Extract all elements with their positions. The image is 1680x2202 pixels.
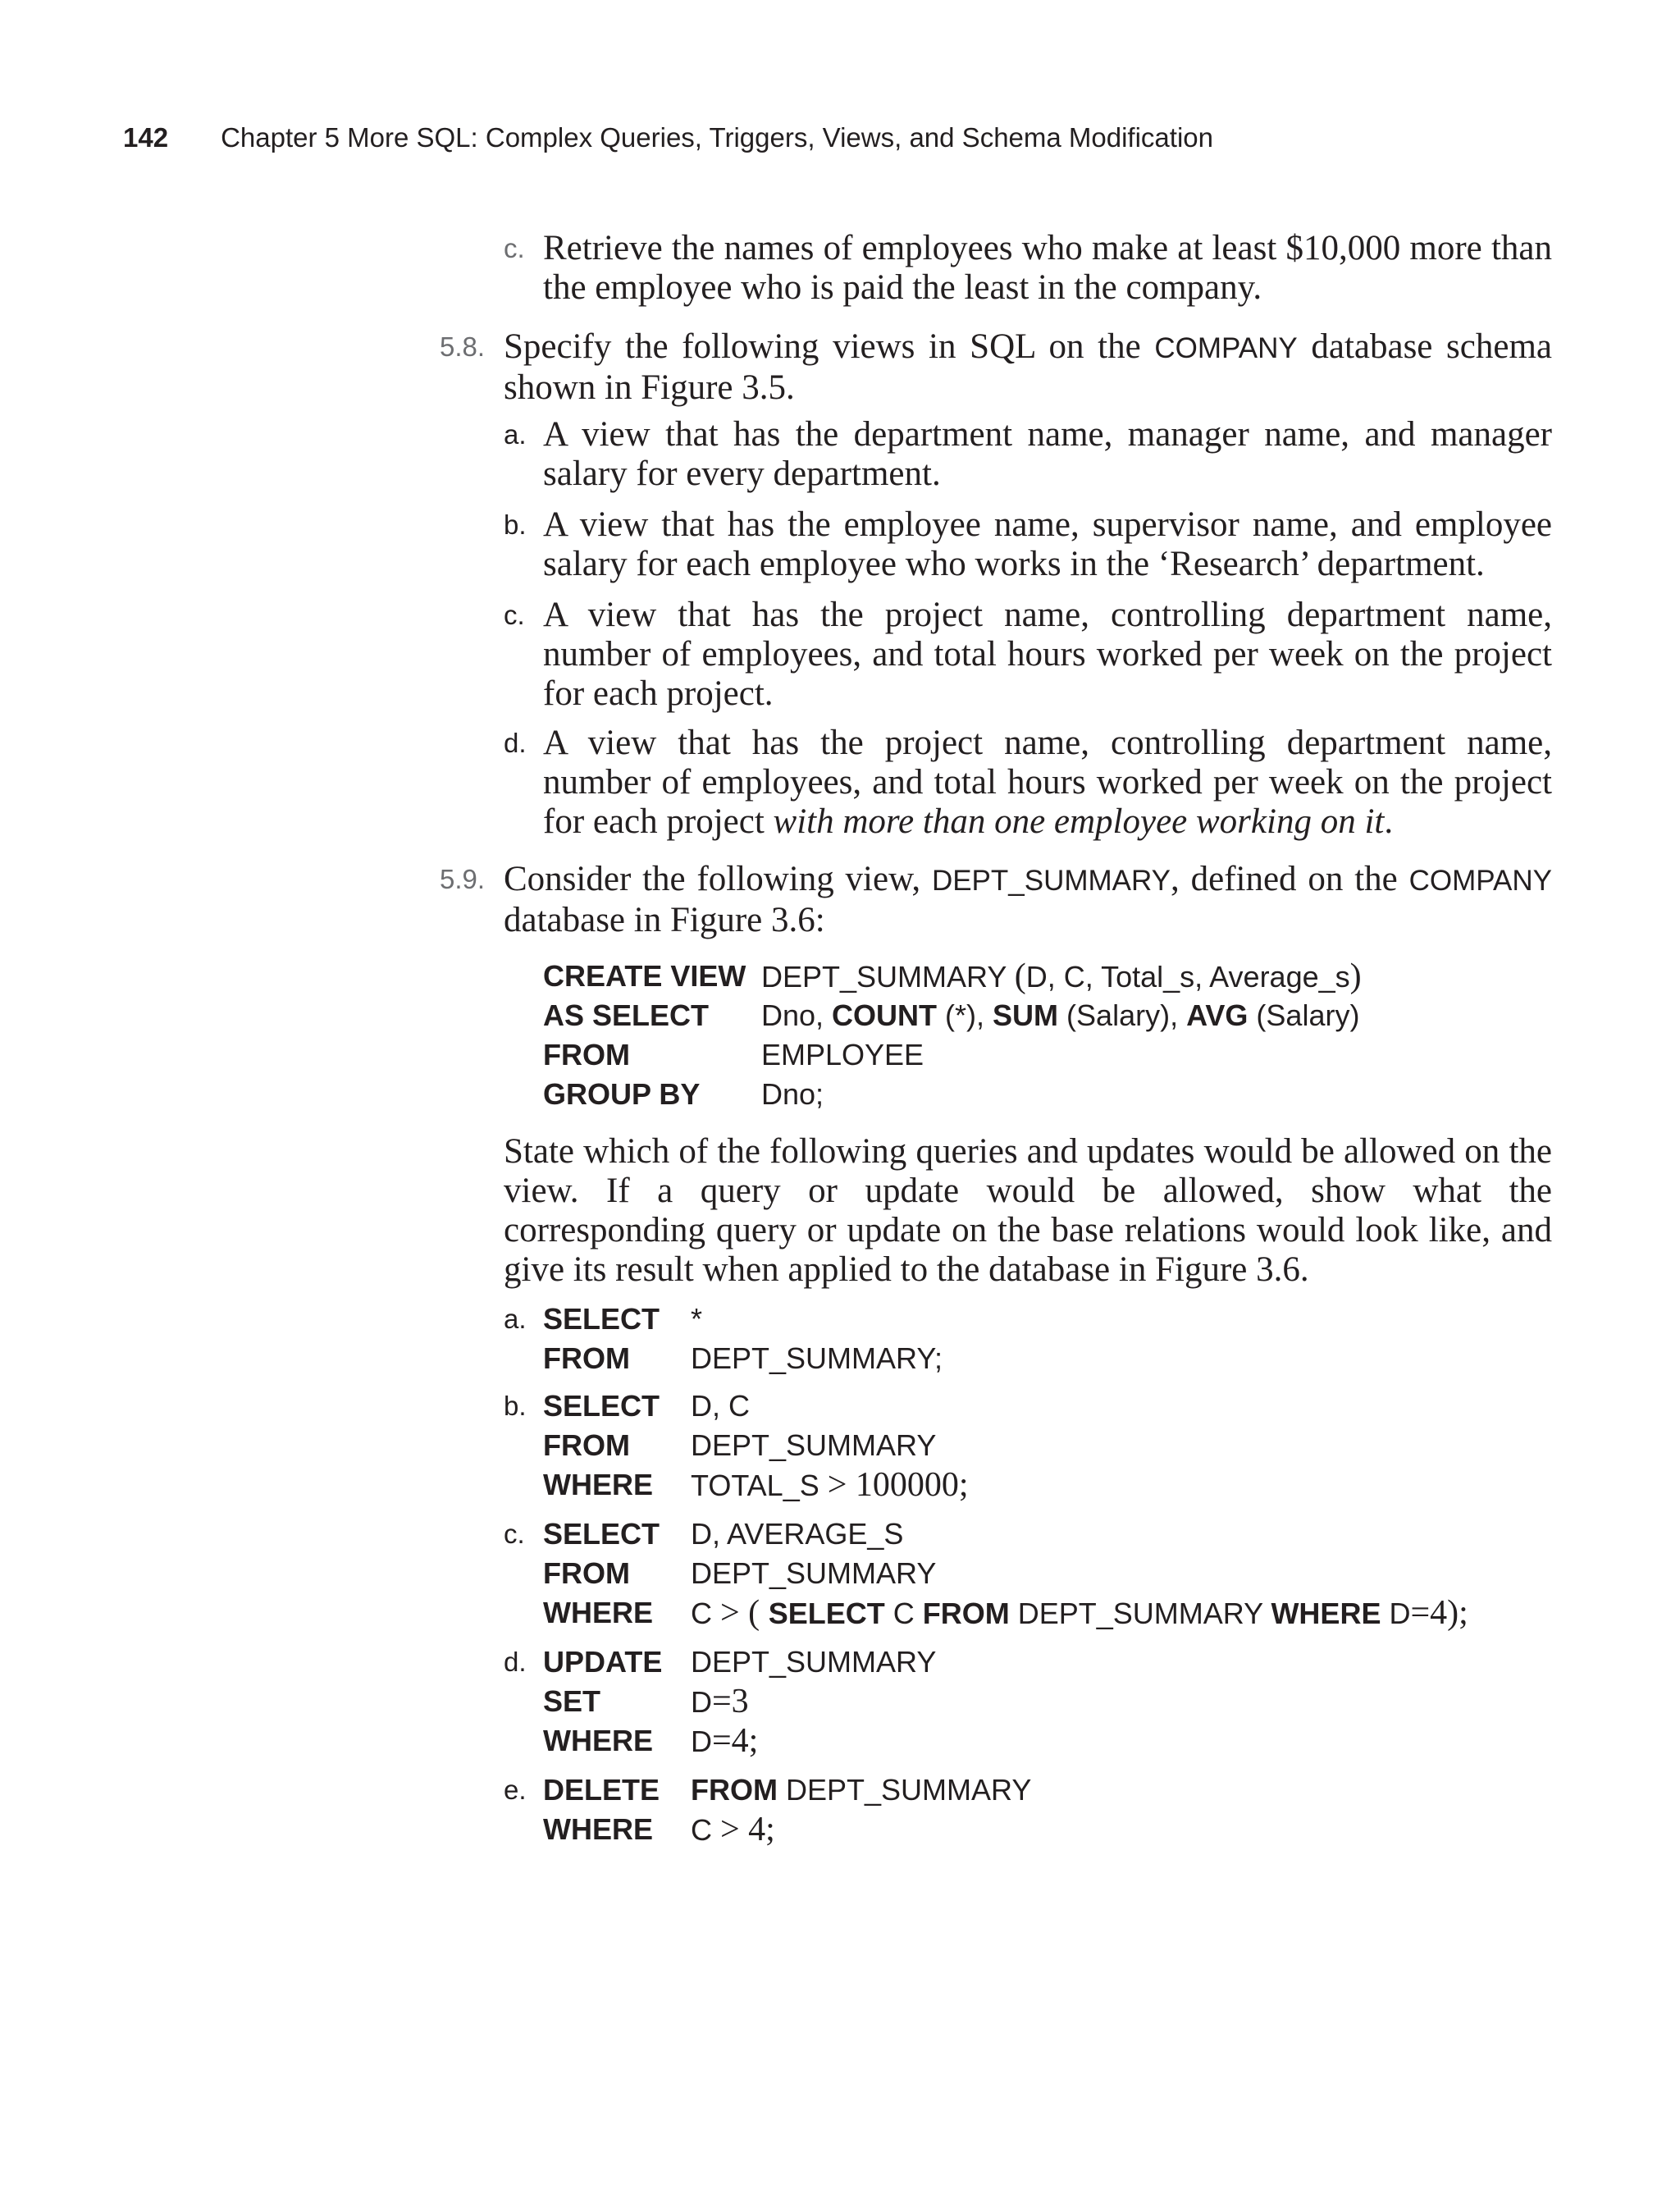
item-label: d. bbox=[504, 1647, 527, 1677]
code-text: DEPT_SUMMARY bbox=[691, 1428, 937, 1462]
exercise-number: 5.8. bbox=[440, 331, 486, 362]
code-line bbox=[761, 996, 1359, 1035]
item-label: b. bbox=[504, 1391, 527, 1421]
sql-keyword: WHERE bbox=[543, 1468, 653, 1501]
code-text: EMPLOYEE bbox=[761, 1038, 924, 1071]
exercise-number: 5.9. bbox=[440, 864, 486, 894]
item-label: b. bbox=[504, 509, 527, 540]
item-label: a. bbox=[504, 419, 527, 450]
code-text: D bbox=[691, 1685, 712, 1719]
code-line bbox=[543, 957, 746, 996]
code-text: Dno; bbox=[761, 1077, 824, 1111]
sql-keyword: WHERE bbox=[543, 1596, 653, 1629]
sql-keyword: SELECT bbox=[543, 1302, 660, 1336]
item-label: d. bbox=[504, 728, 527, 758]
sql-keyword: SET bbox=[543, 1684, 601, 1718]
code-text: D bbox=[691, 1725, 712, 1758]
exercise-item-text: Retrieve the names of employees who make at least $10,000 more than the employee who is paid the least in the company. bbox=[543, 229, 1552, 307]
chapter-title: Chapter 5 More SQL: Complex Queries, Triggers, Views, and Schema Modification bbox=[221, 122, 1213, 153]
code-text: DEPT_SUMMARY bbox=[691, 1645, 937, 1679]
item-label: c. bbox=[504, 600, 525, 630]
code-text: ) bbox=[1349, 957, 1362, 995]
code-text: (Salary) bbox=[1248, 998, 1360, 1032]
item-label: c. bbox=[504, 1519, 525, 1549]
sql-keyword: DELETE bbox=[543, 1773, 660, 1807]
code-text: > 100000; bbox=[827, 1466, 969, 1504]
intro-text: database schema shown in Figure 3.5. bbox=[504, 327, 1552, 407]
exercise-item-text: A view that has the project name, controlling department name, number of employees, and total hours worked per week on the project for each project. bbox=[543, 596, 1552, 713]
sql-keyword: FROM bbox=[543, 1341, 630, 1375]
sql-keyword: SUM bbox=[993, 998, 1059, 1032]
code-text: C bbox=[691, 1813, 720, 1847]
intro-text: Consider the following view, bbox=[504, 860, 932, 898]
code-text: D bbox=[1381, 1597, 1411, 1630]
intro-text: database in Figure 3.6: bbox=[504, 901, 825, 939]
code-text: =3 bbox=[712, 1683, 749, 1720]
exercise-item-text: A view that has the department name, manager name, and manager salary for every department. bbox=[543, 415, 1552, 493]
sql-keyword: CREATE VIEW bbox=[543, 959, 746, 993]
code-line bbox=[761, 1075, 824, 1114]
sql-keyword: FROM bbox=[543, 1038, 630, 1071]
code-line bbox=[761, 957, 1362, 996]
code-text: C bbox=[691, 1597, 720, 1630]
schema-name: COMPANY bbox=[1408, 865, 1552, 897]
exercise-intro bbox=[504, 860, 1552, 940]
sql-keyword: SELECT bbox=[543, 1389, 660, 1423]
page-number: 142 bbox=[123, 122, 169, 153]
sql-keyword: FROM bbox=[543, 1428, 630, 1462]
sql-keyword: COUNT bbox=[832, 998, 938, 1032]
item-label: c. bbox=[504, 233, 525, 263]
code-text: =4); bbox=[1410, 1594, 1468, 1632]
code-text: DEPT_SUMMARY bbox=[761, 960, 1015, 994]
view-name: DEPT_SUMMARY bbox=[931, 865, 1171, 897]
sql-keyword: SELECT bbox=[543, 1517, 660, 1551]
exercise-item-text: A view that has the employee name, supervisor name, and employee salary for each employee who works in the ‘Research’ department. bbox=[543, 505, 1552, 583]
code-text: DEPT_SUMMARY bbox=[691, 1556, 937, 1590]
item-label: a. bbox=[504, 1304, 527, 1334]
sql-keyword: SELECT bbox=[768, 1597, 885, 1630]
sql-keyword: AVG bbox=[1186, 998, 1249, 1032]
item-label: e. bbox=[504, 1775, 527, 1805]
intro-text: , defined on the bbox=[1171, 860, 1409, 898]
code-text: * bbox=[691, 1302, 703, 1336]
code-text: D, C, Total_s, Average_s bbox=[1025, 960, 1350, 994]
code-text: > 4; bbox=[720, 1811, 775, 1848]
code-text: D, C bbox=[691, 1389, 750, 1423]
sql-keyword: FROM bbox=[922, 1597, 1010, 1630]
code-text: DEPT_SUMMARY; bbox=[691, 1341, 943, 1375]
code-line bbox=[543, 996, 709, 1035]
intro-text: Specify the following views in SQL on the bbox=[504, 327, 1155, 366]
code-text: DEPT_SUMMARY bbox=[1009, 1597, 1271, 1630]
code-text: Dno, bbox=[761, 998, 833, 1032]
code-text: (Salary), bbox=[1058, 998, 1187, 1032]
code-text: D, AVERAGE_S bbox=[691, 1517, 904, 1551]
schema-name: COMPANY bbox=[1154, 332, 1298, 364]
code-text: > ( bbox=[720, 1594, 769, 1632]
sql-keyword: UPDATE bbox=[543, 1645, 663, 1679]
code-text: C bbox=[884, 1597, 923, 1630]
code-text: =4; bbox=[712, 1722, 759, 1760]
sql-keyword: FROM bbox=[691, 1773, 778, 1807]
sql-keyword: WHERE bbox=[543, 1724, 653, 1757]
running-head bbox=[123, 118, 1213, 158]
code-line bbox=[543, 1035, 630, 1075]
code-line bbox=[543, 1075, 700, 1114]
exercise-intro bbox=[504, 327, 1552, 408]
exercise-item-text bbox=[543, 724, 1552, 842]
code-text: (*), bbox=[937, 998, 993, 1032]
sql-keyword: WHERE bbox=[1271, 1597, 1381, 1630]
question-text: State which of the following queries and updates would be allowed on the view. If a query or update would be allowed, show what the corresponding query or update on the base relations would look like, and give its result when applied to the database in Figure 3.6. bbox=[504, 1132, 1552, 1289]
sql-keyword: WHERE bbox=[543, 1812, 653, 1846]
code-text: DEPT_SUMMARY bbox=[777, 1773, 1032, 1807]
item-text: . bbox=[1384, 802, 1394, 841]
sql-keyword: AS SELECT bbox=[543, 998, 710, 1032]
sql-keyword: FROM bbox=[543, 1556, 630, 1590]
item-emphasis: with more than one employee working on it bbox=[773, 802, 1385, 841]
item-text: A view that has the project name, controlling department name, number of employees, and total hours worked per week on the project for each project bbox=[543, 724, 1552, 841]
code-text: ( bbox=[1014, 957, 1026, 995]
code-text: TOTAL_S bbox=[691, 1469, 828, 1502]
sql-keyword: GROUP BY bbox=[543, 1077, 701, 1111]
code-line bbox=[761, 1035, 924, 1075]
